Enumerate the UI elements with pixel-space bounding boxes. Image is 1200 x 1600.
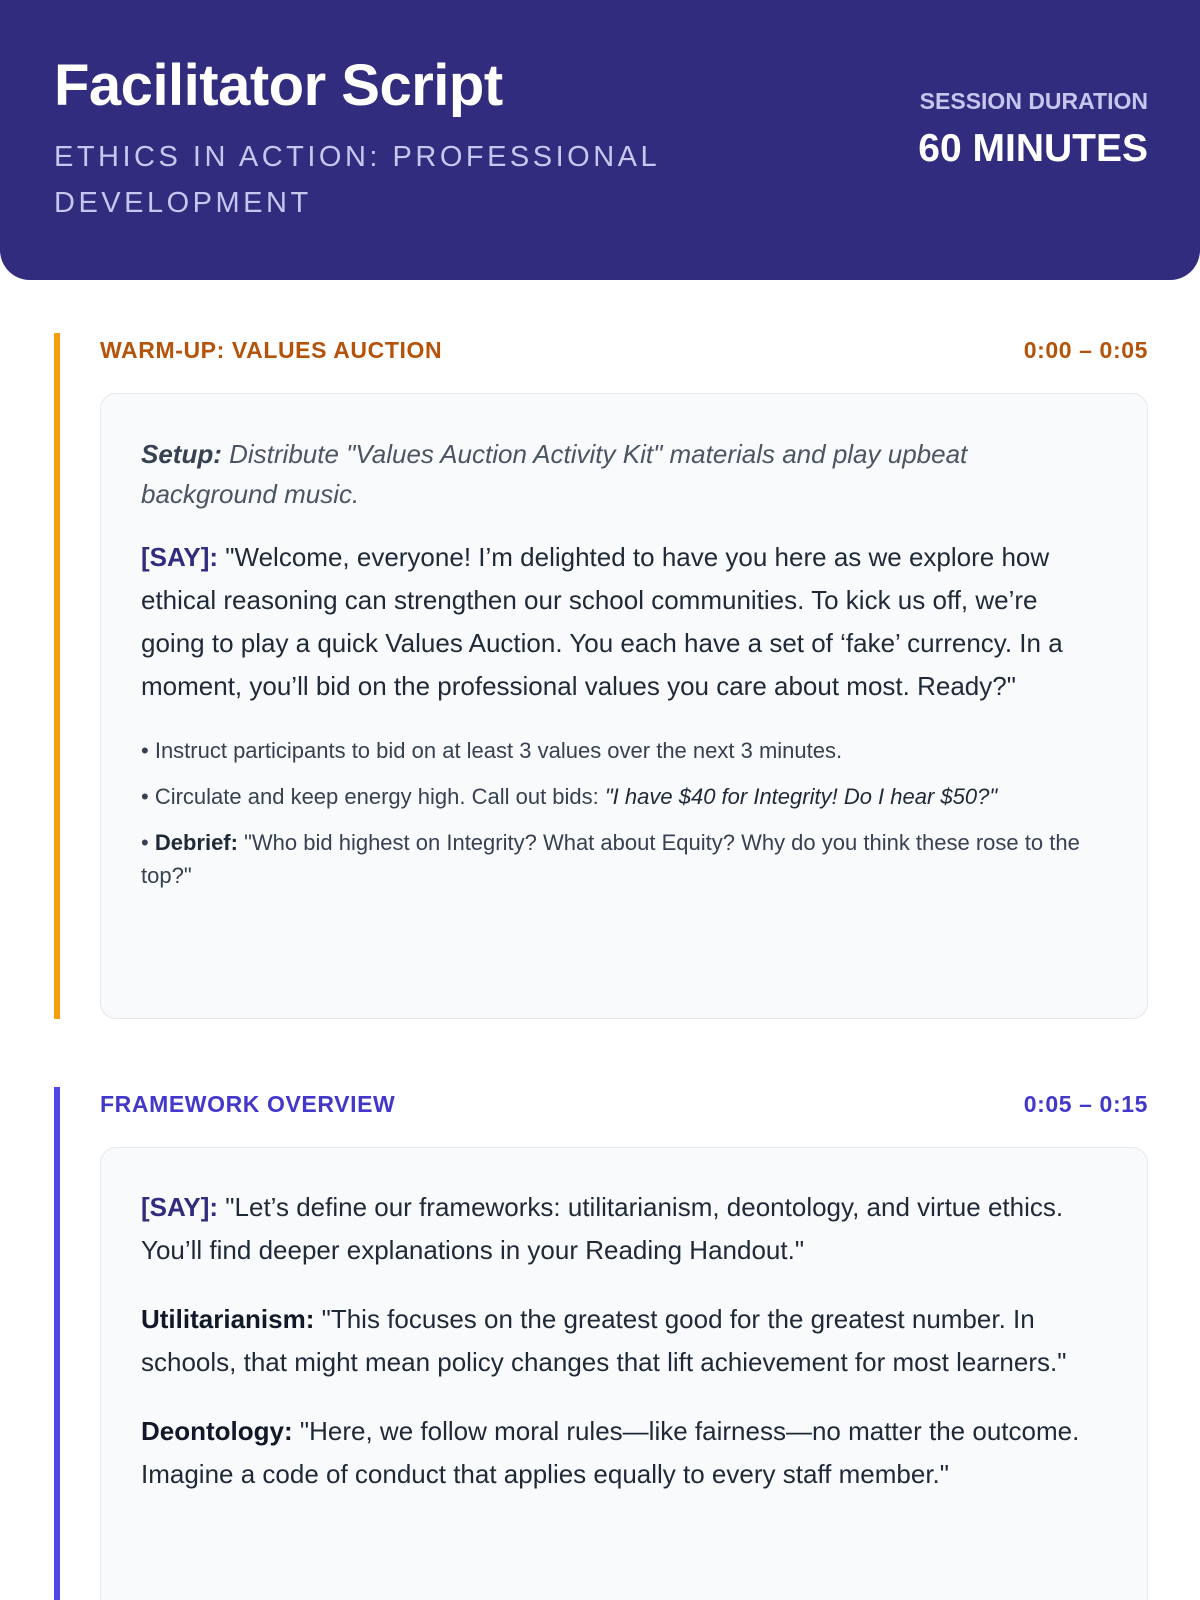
say-tag: [SAY]:	[141, 1192, 219, 1222]
section-framework-overview	[54, 1087, 1148, 1600]
say-paragraph	[141, 536, 1107, 708]
bullet-label: Debrief:	[154, 830, 238, 855]
term-label: Utilitarianism:	[141, 1304, 315, 1334]
session-duration-value: 60 MINUTES	[918, 127, 1148, 170]
page-subtitle: ETHICS IN ACTION: PROFESSIONAL DEVELOPMENT	[54, 141, 660, 219]
bullet-text: Circulate and keep energy high. Call out bids:	[154, 784, 605, 809]
setup-note	[141, 434, 1107, 514]
term-label: Deontology:	[141, 1416, 293, 1446]
say-paragraph	[141, 1186, 1107, 1272]
say-tag: [SAY]:	[141, 542, 219, 572]
section-accent-bar	[54, 1087, 60, 1600]
term-text: "Here, we follow moral rules—like fairness—no matter the outcome. Imagine a code of conduct that applies equally to every staff member."	[141, 1416, 1080, 1489]
instruction-list	[141, 734, 1107, 892]
section-title: FRAMEWORK OVERVIEW	[100, 1091, 396, 1117]
section-warm-up	[54, 333, 1148, 1019]
setup-text: Distribute "Values Auction Activity Kit" materials and play upbeat background music.	[141, 439, 968, 509]
page-header	[0, 0, 1200, 280]
section-time-range: 0:00 – 0:05	[1023, 337, 1148, 363]
page-title: Facilitator Script	[54, 53, 503, 118]
session-duration-label: SESSION DURATION	[919, 88, 1148, 114]
setup-label: Setup:	[141, 439, 222, 469]
script-card	[100, 1147, 1148, 1600]
list-item: • Circulate and keep energy high. Call out bids: "I have $40 for Integrity! Do I hear $50?"	[141, 784, 998, 809]
script-card	[100, 393, 1148, 1019]
say-text: "Let’s define our frameworks: utilitarianism, deontology, and virtue ethics. You’ll find deeper explanations in your Reading Handout."	[141, 1192, 1064, 1265]
list-item: • Debrief: "Who bid highest on Integrity? What about Equity? Why do you think these rose to the top?"	[141, 830, 1080, 888]
term-text: "This focuses on the greatest good for the greatest number. In schools, that might mean policy changes that lift achievement for most learners."	[141, 1304, 1067, 1377]
bullet-quote: "I have $40 for Integrity! Do I hear $50?"	[604, 784, 998, 809]
section-title: WARM-UP: VALUES AUCTION	[100, 337, 443, 363]
list-item: • Instruct participants to bid on at least 3 values over the next 3 minutes.	[141, 738, 843, 763]
section-time-range: 0:05 – 0:15	[1023, 1091, 1148, 1117]
framework-utilitarianism	[141, 1298, 1107, 1384]
framework-deontology	[141, 1410, 1107, 1496]
bullet-text: "Who bid highest on Integrity? What about Equity? Why do you think these rose to the top?"	[141, 830, 1080, 888]
bullet-text: Instruct participants to bid on at least 3 values over the next 3 minutes.	[154, 738, 843, 763]
say-text: "Welcome, everyone! I’m delighted to have you here as we explore how ethical reasoning can strengthen our school communities. To kick us off, we’re going to play a quick Values Auction. You each have a set of ‘fake’ currency. In a moment, you’ll bid on the professional values you care about most. Ready?"	[141, 542, 1063, 701]
section-accent-bar	[54, 333, 60, 1019]
